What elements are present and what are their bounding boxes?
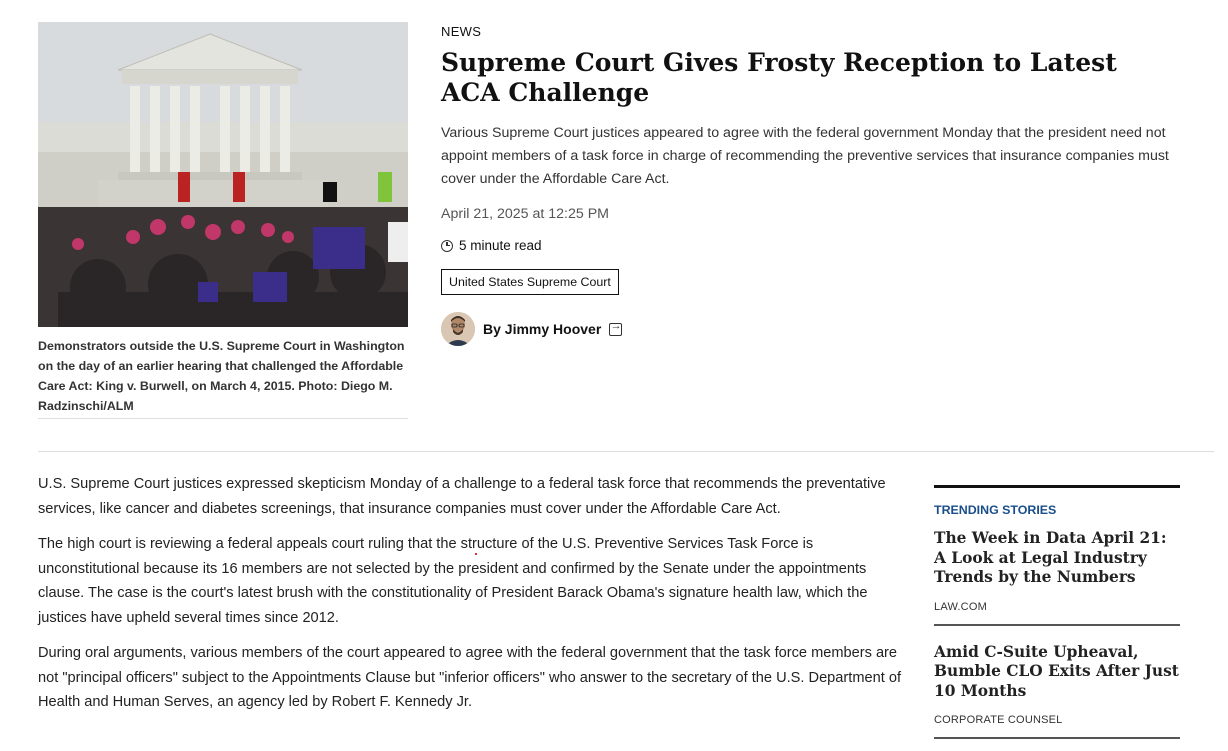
article-body [38, 472, 910, 726]
article-headline: Supreme Court Gives Frosty Reception to Latest ACA Challenge [441, 48, 1117, 107]
clock-icon [441, 240, 453, 252]
byline[interactable] [441, 312, 1201, 346]
hero-caption: Demonstrators outside the U.S. Supreme Court in Washington on the day of an earlier hearing that challenged the Affordable Care Act: King v. Burwell, on March 4, 2015. Photo: Diego M. Radzinschi/ALM [38, 336, 408, 419]
publish-date: April 21, 2025 at 12:25 PM [441, 206, 609, 222]
body-paragraph: U.S. Supreme Court justices expressed skepticism Monday of a challenge to a federal task force that recommends the preventative services, like cancer and diabetes screenings, that insurance companies must cover under the Affordable Care Act. [38, 476, 886, 517]
article-header [441, 22, 1201, 346]
topic-tag[interactable]: United States Supreme Court [441, 269, 619, 295]
read-time [441, 238, 1201, 253]
trending-story[interactable] [934, 517, 1180, 626]
trending-sidebar [934, 485, 1180, 739]
section-divider [38, 451, 1214, 452]
section-kicker[interactable]: NEWS [441, 24, 482, 39]
cursor-marker [475, 553, 477, 555]
body-paragraph: During oral arguments, various members of the court appeared to agree with the federal government that the task force members are not "principal officers" subject to the Appointments Clause but "inferior officers" who answer to the secretary of the U.S. Department of Health and Human Serves, an agency led by Robert F. Kennedy Jr. [38, 645, 901, 710]
trending-story-source[interactable]: CORPORATE COUNSEL [934, 714, 1063, 726]
trending-title: TRENDING STORIES [934, 503, 1057, 517]
author-name[interactable]: By Jimmy Hoover [483, 321, 602, 337]
body-paragraph: The high court is reviewing a federal appeals court ruling that the structure of the U.S. Preventive Services Task Force is unconstitutional because its 16 members are not selected by the president and confirmed by the Senate under the appointments clause. The case is the court's latest brush with the constitutionality of President Barack Obama's signature health law, which the justices have upheld several times since 2012. [38, 536, 868, 626]
trending-story-headline[interactable]: The Week in Data April 21: A Look at Legal Industry Trends by the Numbers [934, 529, 1167, 586]
hero-image [38, 22, 408, 327]
external-link-icon[interactable] [609, 323, 622, 336]
article-dek: Various Supreme Court justices appeared to agree with the federal government Monday that the president need not appoint members of a task force in charge of recommending the preventive services that insurance companies must cover under the Affordable Care Act. [441, 125, 1169, 187]
trending-story-source[interactable]: LAW.COM [934, 600, 987, 613]
trending-story[interactable] [934, 626, 1180, 740]
sidebar-rule [934, 485, 1180, 488]
author-avatar[interactable] [441, 312, 475, 346]
read-time-label: 5 minute read [459, 238, 542, 253]
trending-story-headline[interactable]: Amid C-Suite Upheaval, Bumble CLO Exits After Just 10 Months [934, 642, 1179, 700]
hero-figure [38, 22, 408, 419]
